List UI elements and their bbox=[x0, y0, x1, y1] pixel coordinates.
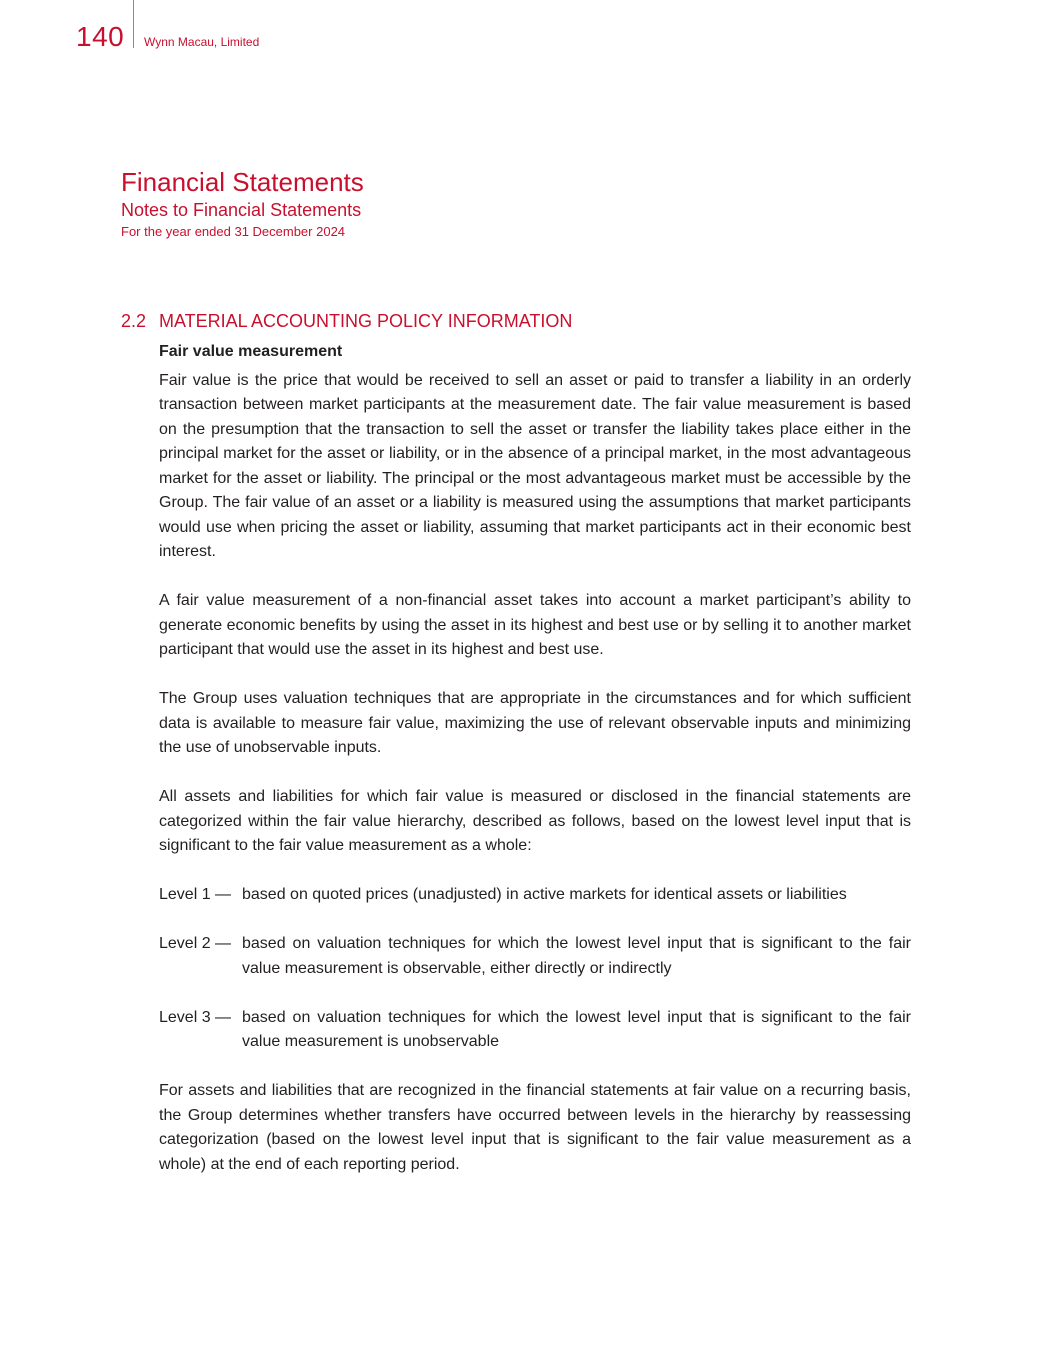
subheading: Fair value measurement bbox=[159, 343, 343, 360]
page-number: 140 bbox=[76, 21, 125, 52]
section-body bbox=[159, 340, 911, 1202]
level-description: based on quoted prices (unadjusted) in active markets for identical assets or liabilities bbox=[242, 886, 847, 903]
section-title: MATERIAL ACCOUNTING POLICY INFORMATION bbox=[159, 311, 573, 331]
header-divider bbox=[133, 0, 134, 48]
level-label: Level 3 — bbox=[159, 1008, 232, 1026]
title-block bbox=[121, 166, 364, 242]
section-heading bbox=[121, 309, 572, 333]
reporting-period: For the year ended 31 December 2024 bbox=[121, 224, 346, 239]
closing-paragraph: For assets and liabilities that are recognized in the financial statements at fair value on a recurring basis, the Group determines whether transfers have occurred between levels in the hierarchy by reassessing categorization (based on the lowest level input that is significant to the fair value measurement as a whole) at the end of each reporting period. bbox=[159, 1082, 911, 1173]
paragraph: Fair value is the price that would be received to sell an asset or paid to transfer a liability in an orderly transaction between market participants at the measurement date. The fair value measurement is based on the presumption that the transaction to sell the asset or transfer the liability takes place either in the principal market for the asset or liability, or in the absence of a principal market, in the most advantageous market for the asset or liability. The principal or the most advantageous market must be accessible by the Group. The fair value of an asset or a liability is measured using the assumptions that market participants would use when pricing the asset or liability, assuming that market participants act in their economic best interest. bbox=[159, 371, 911, 560]
level-label: Level 2 — bbox=[159, 935, 232, 952]
company-name: Wynn Macau, Limited bbox=[144, 35, 260, 49]
hierarchy-level-3 bbox=[159, 1006, 911, 1055]
paragraph: A fair value measurement of a non-financial asset takes into account a market participant’s ability to generate economic benefits by using the asset in its highest and best use or by selling it to another market participant that would use the asset in its highest and best use. bbox=[159, 592, 911, 658]
paragraph: All assets and liabilities for which fair value is measured or disclosed in the financial statements are categorized within the fair value hierarchy, described as follows, based on the lowest level input that is significant to the fair value measurement as a whole: bbox=[159, 788, 911, 854]
hierarchy-level-1 bbox=[159, 883, 911, 908]
level-description: based on valuation techniques for which the lowest level input that is significant to the fair value measurement is unobservable bbox=[242, 1008, 911, 1050]
document-title: Financial Statements bbox=[121, 167, 364, 197]
document-subtitle: Notes to Financial Statements bbox=[121, 200, 362, 220]
hierarchy-level-2 bbox=[159, 932, 911, 981]
paragraph: The Group uses valuation techniques that are appropriate in the circumstances and for which sufficient data is available to measure fair value, maximizing the use of relevant observable inputs and minimizing the use of unobservable inputs. bbox=[159, 690, 911, 756]
level-description: based on valuation techniques for which the lowest level input that is significant to the fair value measurement is observable, either directly or indirectly bbox=[242, 935, 911, 977]
section-number: 2.2 bbox=[121, 311, 147, 331]
level-label: Level 1 — bbox=[159, 886, 232, 903]
